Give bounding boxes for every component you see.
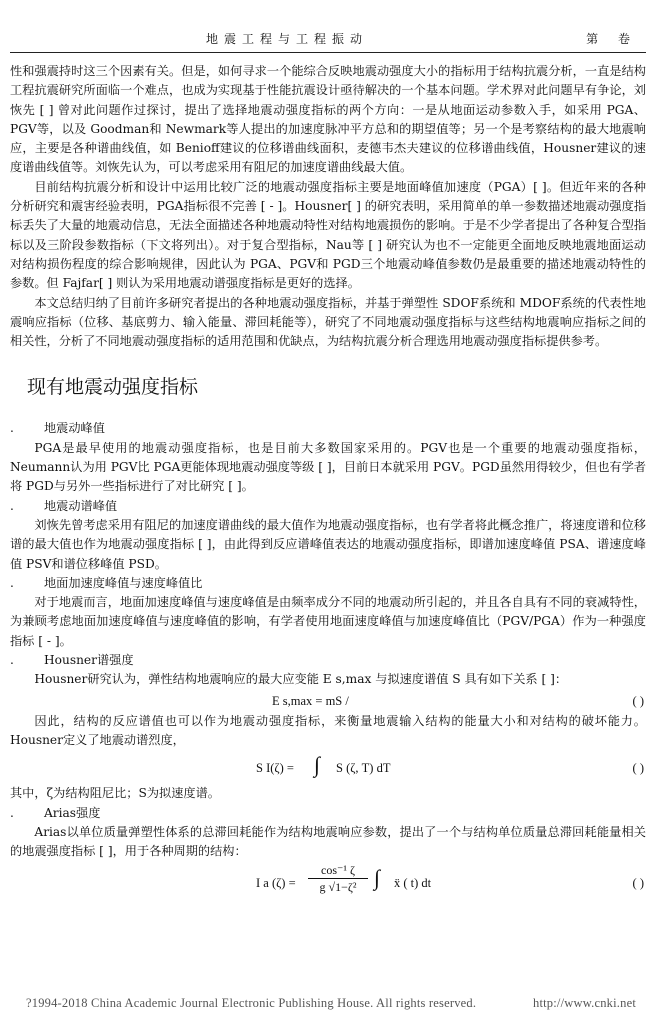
- article-body: [10, 62, 646, 903]
- integral-sign-icon: ∫: [314, 752, 321, 778]
- equation-fraction: [308, 863, 368, 894]
- subsection-number: .: [10, 653, 14, 668]
- subsection-number: .: [10, 421, 14, 436]
- paragraph: 刘恢先曾考虑采用有阻尼的加速度谱曲线的最大值作为地震动强度指标，也有学者将此概念推广，将速度谱和位移谱的最大值也作为地震动强度指标 [ ]，由此得到反应谱峰值表达的地震动强度指标，即谱加速度峰值 PSA、谱速度峰值 PSV和谱位移峰值 PSD。: [10, 517, 646, 571]
- equation-number: ( ): [632, 876, 644, 891]
- subsection-heading: [10, 804, 646, 823]
- paragraph: 目前结构抗震分析和设计中运用比较广泛的地震动强度指标主要是地面峰值加速度（PGA）[ ]。但近年来的各种分析研究和震害经验表明，PGA指标很不完善 [ - ]。Housner[ ] 的研究表明，采用简单的单一参数描述地震动强度指标丢失了大量的地震动信息，无法全面描述各种地震动特性对结构地震损伤的影响。于是不少学者提出了各种复合型指标以及三阶段参数指标（下文将列出）。对于复合型指标，Nau等 [ ] 研究认为也不一定能更全面地反映地震地面运动对结构损伤程度的综合影响规律，因此认为 PGA、PGV和 PGD三个地震动峰值参数仍是最重要的描述地震动特性的参数。但 Fajfar[ ] 则认为采用地震动谱强度指标是更好的选择。: [10, 179, 646, 291]
- subsection-heading: [10, 497, 646, 516]
- equation: [10, 750, 646, 784]
- paragraph: Arias以单位质量弹塑性体系的总滞回耗能作为结构地震响应参数，提出了一个与结构单位质量总滞回耗能量相关的地震强度指标 [ ]，用于各种周期的结构：: [10, 824, 646, 859]
- fraction-bar: [308, 878, 368, 879]
- subsection-title: 地震动谱峰值: [44, 498, 118, 513]
- running-header: [10, 30, 638, 50]
- subsection-number: .: [10, 805, 14, 820]
- equation: [10, 861, 646, 903]
- footer-url: http://www.cnki.net: [533, 996, 636, 1010]
- subsection-heading: [10, 651, 646, 670]
- subsection-number: .: [10, 498, 14, 513]
- copyright-notice: ?1994-2018 China Academic Journal Electronic Publishing House. All rights reserved.: [26, 996, 477, 1010]
- paragraph: 因此，结构的反应谱值也可以作为地震动强度指标，来衡量地震输入结构的能量大小和对结构的破坏能力。Housner定义了地震动谱烈度，: [10, 713, 646, 747]
- subsection-title: 地面加速度峰值与速度峰值比: [44, 575, 203, 590]
- subsection-number: .: [10, 575, 14, 590]
- integral-sign-icon: ∫: [374, 865, 381, 891]
- paragraph: 对于地震而言，地面加速度峰值与速度峰值是由频率成分不同的地震动所引起的，并且各自具有不同的衰减特性，为兼顾考虑地面加速度峰值与速度峰值的影响，有学者使用地面速度峰值与加速度峰值比（PGV/PGA）作为一种强度指标 [ - ]。: [10, 595, 646, 648]
- volume-label: 第 卷: [586, 32, 638, 46]
- equation: [10, 690, 646, 712]
- subsection-heading: [10, 574, 646, 593]
- fraction-denominator: g √1−ζ²: [319, 880, 357, 895]
- paragraph: 其中，ζ为结构阻尼比；S为拟速度谱。: [10, 786, 220, 801]
- subsection-title: Arias强度: [44, 805, 101, 820]
- section-heading: 现有地震动强度指标: [27, 376, 199, 399]
- journal-title: 地震工程与工程振动: [206, 32, 369, 46]
- equation-lhs: S I(ζ) =: [256, 761, 294, 776]
- fraction-numerator: cos⁻¹ ζ: [321, 863, 355, 878]
- equation-number: ( ): [632, 693, 644, 708]
- paragraph: PGA是最早使用的地震动强度指标，也是目前大多数国家采用的。PGV也是一个重要的地震动强度指标，Neumann认为用 PGV比 PGA更能体现地震动强度等级 [ ]，目前日本就采用 PGV。PGD虽然用得较少，但也有学者将 PGD与另外一些指标进行了对比研究 [ ]。: [10, 440, 646, 494]
- equation-number: ( ): [632, 761, 644, 776]
- equation-lhs: I a (ζ) =: [256, 876, 296, 891]
- paragraph: 本文总结归纳了目前许多研究者提出的各种地震动强度指标，并基于弹塑性 SDOF系统和 MDOF系统的代表性地震响应指标（位移、基底剪力、输入能量、滞回耗能等），研究了不同地震动强度指标与这些结构地震响应指标之间的相关性，分析了不同地震动强度指标的适用范围和优缺点，为结构抗震分析合理选用地震动强度指标提供参考。: [10, 295, 646, 349]
- equation-rhs: ẍ ( t) dt: [394, 876, 432, 891]
- subsection-title: Housner谱强度: [44, 653, 134, 668]
- subsection-title: 地震动峰值: [44, 421, 105, 436]
- equation-expression: E s,max = mS /: [272, 693, 349, 708]
- header-rule: [10, 52, 646, 53]
- subsection-heading: [10, 419, 646, 438]
- paragraph: Housner研究认为，弹性结构地震响应的最大应变能 E s,max 与拟速度谱值 S 具有如下关系 [ ]：: [34, 672, 568, 687]
- paragraph: 性和强震持时这三个因素有关。但是，如何寻求一个能综合反映地震动强度大小的指标用于结构抗震分析，一直是结构工程抗震研究所面临一个难点，也成为实现基于性能抗震设计亟待解决的一个基本问题。学术界对此问题早有争论，刘恢先 [ ] 曾对此问题作过探讨，提出了选择地震动强度指标的两个方向：一是从地面运动参数入手，如采用 PGA、PGV等，以及 Goodman和 Newmark等人提出的加速度脉冲平方总和的期望值等；另一个是考察结构的最大地震响应，主要是各种谱曲线值，如 Benioff建议的位移谱曲线面积，麦德韦杰夫建议的位移谱曲线值，Housner建议的速度谱曲线值等。刘恢先认为，可以考虑采用有阻尼的加速度谱曲线最大值。: [10, 64, 646, 175]
- equation-rhs: S (ζ, T) dT: [336, 761, 391, 776]
